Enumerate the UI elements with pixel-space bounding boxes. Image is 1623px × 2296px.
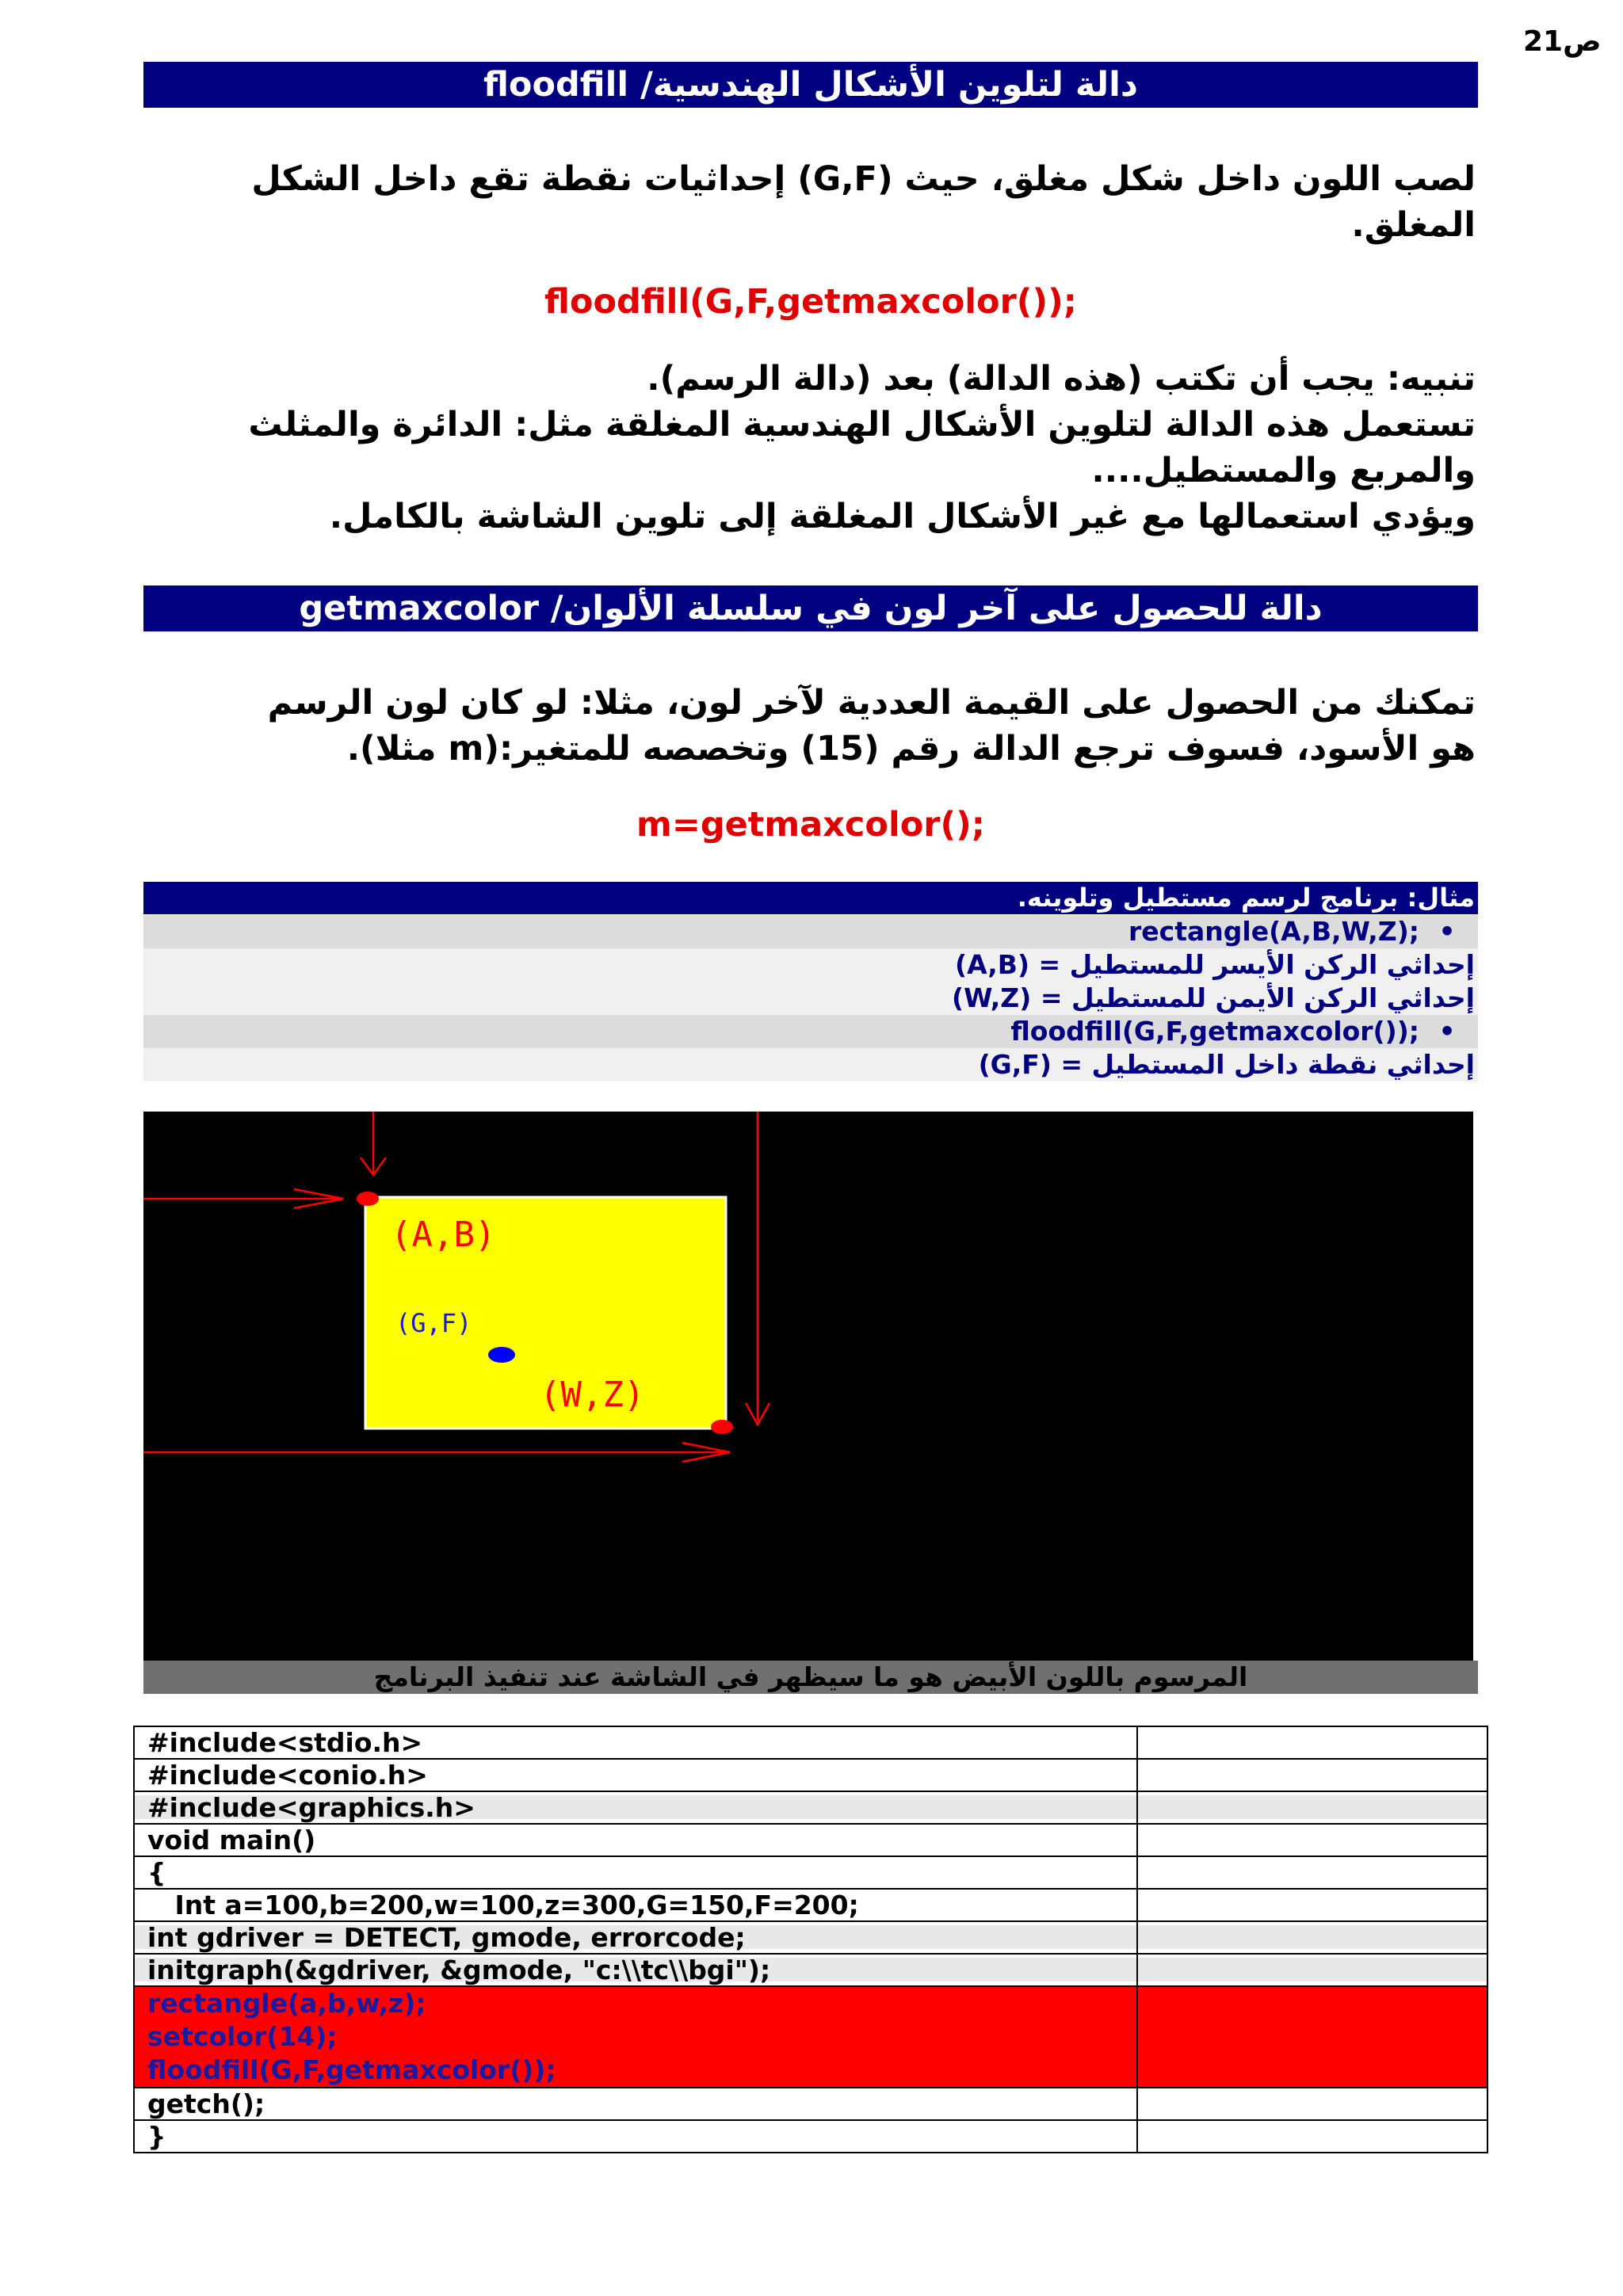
code-right-cell [1137, 1791, 1487, 1824]
inner-point-gf [488, 1347, 515, 1363]
code-right-cell [1137, 2120, 1487, 2153]
floodfill-desc-line2: المغلق. [1351, 205, 1476, 245]
code-line: #include<conio.h> [134, 1759, 1137, 1791]
code-right-cell [1137, 2088, 1487, 2120]
example-row [143, 982, 1478, 1015]
code-line: } [134, 2120, 1137, 2153]
floodfill-desc-line1: لصب اللون داخل شكل مغلق، حيث (G,F) إحداثيات نقطة تقع داخل الشكل [251, 159, 1476, 199]
getmaxcolor-code: m=getmaxcolor(); [636, 805, 985, 845]
code-line: floodfill(G,F,getmaxcolor()); [147, 2054, 556, 2085]
example-row-text: إحداثي الركن الأيمن للمستطيل = (W,Z) [951, 982, 1475, 1013]
code-line: int gdriver = DETECT, gmode, errorcode; [134, 1921, 1137, 1954]
note-line3: والمربع والمستطيل.... [1091, 451, 1476, 490]
note-line4: ويؤدي استعمالها مع غير الأشكال المغلقة إلى تلوين الشاشة بالكامل. [329, 497, 1476, 536]
example-row [143, 1048, 1478, 1081]
label-gf: (G,F) [395, 1308, 472, 1338]
code-row [134, 1726, 1487, 1759]
code-row-highlight [134, 1986, 1487, 2088]
code-line: #include<graphics.h> [134, 1791, 1137, 1824]
code-right-cell [1137, 1856, 1487, 1889]
code-row [134, 1759, 1487, 1791]
label-ab: (A,B) [391, 1215, 496, 1255]
code-line: Int a=100,b=200,w=100,z=300,G=150,F=200; [134, 1889, 1137, 1921]
page-number: ص21 [1523, 25, 1602, 58]
code-line: getch(); [134, 2088, 1137, 2120]
diagram-caption: المرسوم باللون الأبيض هو ما سيظهر في الشاشة عند تنفيذ البرنامج [143, 1661, 1478, 1694]
getmaxcolor-desc-line2: هو الأسود، فسوف ترجع الدالة رقم (15) وتخصصه للمتغير:(m مثلا). [346, 729, 1476, 769]
code-right-cell [1137, 1986, 1487, 2088]
code-right-cell [1137, 1921, 1487, 1954]
section-title-getmaxcolor: دالة للحصول على آخر لون في سلسلة الألوان/ getmaxcolor [143, 585, 1478, 631]
example-header: مثال: برنامج لرسم مستطيل وتلوينه. [143, 882, 1478, 914]
corner-point-ab [357, 1192, 379, 1206]
note-line2: تستعمل هذه الدالة لتلوين الأشكال الهندسية المغلقة مثل: الدائرة والمثلث [248, 405, 1476, 444]
code-row [134, 1856, 1487, 1889]
code-highlight-cell [134, 1986, 1137, 2088]
code-row [134, 1921, 1487, 1954]
screen-diagram [143, 1112, 1473, 1662]
code-right-cell [1137, 1726, 1487, 1759]
code-line: #include<stdio.h> [134, 1726, 1137, 1759]
code-right-cell [1137, 1759, 1487, 1791]
code-row [134, 1824, 1487, 1856]
corner-point-wz [711, 1420, 733, 1434]
bullet: • [1438, 1016, 1456, 1047]
example-row [143, 915, 1478, 948]
code-right-cell [1137, 1824, 1487, 1856]
code-row [134, 2120, 1487, 2153]
code-line: rectangle(a,b,w,z); [147, 1988, 426, 2019]
code-right-cell [1137, 1954, 1487, 1986]
bullet: • [1438, 916, 1456, 947]
code-row [134, 1889, 1487, 1921]
code-line: { [134, 1856, 1137, 1889]
code-row [134, 1954, 1487, 1986]
code-line: setcolor(14); [147, 2021, 338, 2052]
code-line: initgraph(&gdriver, &gmode, "c:\\tc\\bgi"); [134, 1954, 1137, 1986]
code-table [133, 1726, 1488, 2153]
example-row-text: rectangle(A,B,W,Z); [1128, 916, 1419, 947]
code-row [134, 1791, 1487, 1824]
code-right-cell [1137, 1889, 1487, 1921]
getmaxcolor-desc-line1: تمكنك من الحصول على القيمة العددية لآخر لون، مثلا: لو كان لون الرسم [267, 683, 1476, 723]
example-row-text: floodfill(G,F,getmaxcolor()); [1010, 1016, 1419, 1047]
example-row [143, 948, 1478, 982]
example-row-text: إحداثي الركن الأيسر للمستطيل = (A,B) [955, 949, 1475, 980]
code-line: void main() [134, 1824, 1137, 1856]
code-row [134, 2088, 1487, 2120]
note-line1: تنبيه: يجب أن تكتب (هذه الدالة) بعد (دالة الرسم). [647, 359, 1476, 399]
floodfill-code: floodfill(G,F,getmaxcolor()); [544, 282, 1077, 322]
label-wz: (W,Z) [540, 1375, 645, 1415]
diagram-svg [143, 1112, 1473, 1662]
example-row [143, 1015, 1478, 1048]
example-row-text: إحداثي نقطة داخل المستطيل = (G,F) [978, 1049, 1475, 1080]
section-title-floodfill: دالة لتلوين الأشكال الهندسية/ floodfill [143, 62, 1478, 108]
